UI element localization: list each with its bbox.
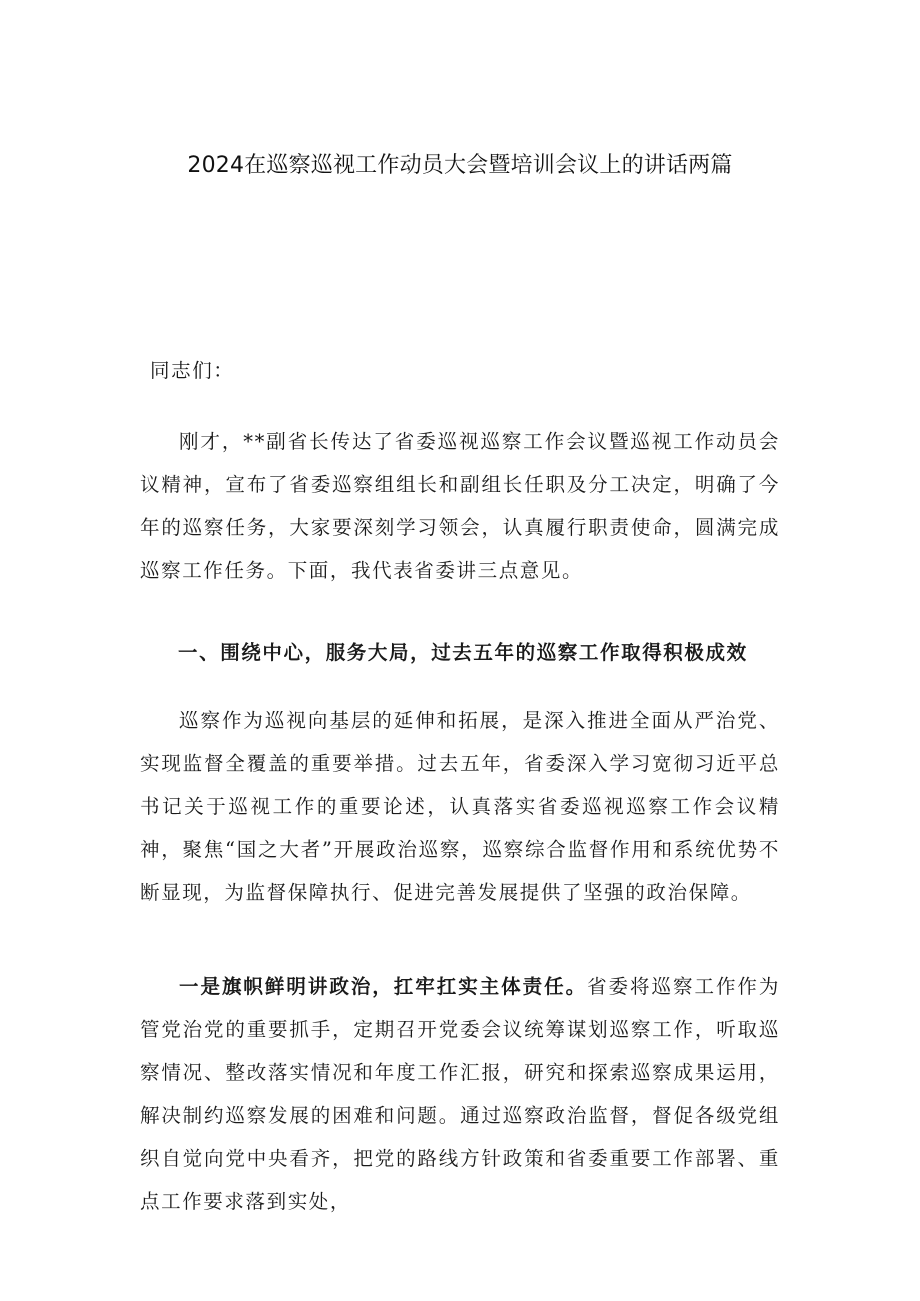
- point1-body: 省委将巡察工作作为管党治党的重要抓手，定期召开党委会议统筹谋划巡察工作，听取巡察情况、整改落实情况和年度工作汇报，研究和探索巡察成果运用，解决制约巡察发展的困难和问题。通过巡察政治监督，督促各级党组织自觉向党中央看齐，把党的路线方针政策和省委重要工作部署、重点工作要求落到实处，: [140, 975, 780, 1213]
- section-heading-1: 一、围绕中心，服务大局，过去五年的巡察工作取得积极成效: [178, 641, 748, 664]
- paragraph-intro-text: 刚才，**副省长传达了省委巡视巡察工作会议暨巡视工作动员会议精神，宣布了省委巡察组组长和副组长任职及分工决定，明确了今年的巡察任务，大家要深刻学习领会，认真履行职责使命，圆满完成巡察工作任务。下面，我代表省委讲三点意见。: [140, 430, 780, 582]
- point1-lead: 一是旗帜鲜明讲政治，扛牢扛实主体责任。: [179, 975, 588, 998]
- document-title: 2024在巡察巡视工作动员大会暨培训会议上的讲话两篇: [187, 153, 733, 178]
- paragraph-section1-text: 巡察作为巡视向基层的延伸和拓展，是深入推进全面从严治党、实现监督全覆盖的重要举措。过去五年，省委深入学习宽彻习近平总书记关于巡视工作的重要论述，认真落实省委巡视巡察工作会议精神，聚焦“国之大者”开展政治巡察，巡察综合监督作用和系统优势不断显现，为监督保障执行、促进完善发展提供了坚强的政治保障。: [140, 709, 780, 904]
- paragraph-intro: [140, 420, 780, 592]
- paragraph-point1-text: [140, 965, 780, 1223]
- paragraph-point1: [140, 965, 780, 1223]
- salutation: 同志们：: [150, 359, 235, 382]
- paragraph-section1: [140, 699, 780, 914]
